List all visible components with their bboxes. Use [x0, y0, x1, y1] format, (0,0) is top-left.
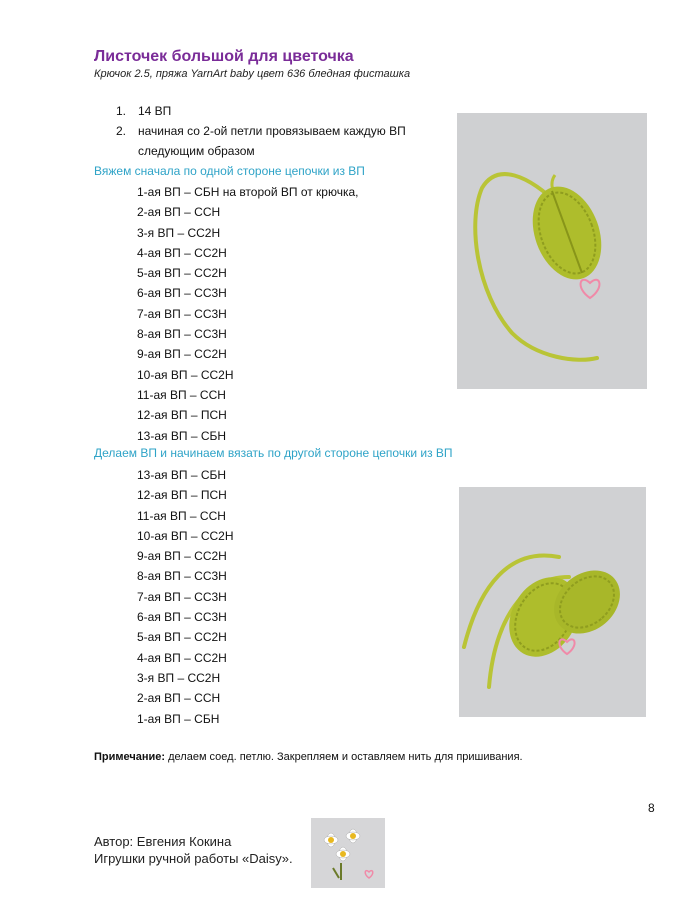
leaf-photo-1	[457, 113, 647, 389]
row-item: 2-ая ВП – ССН	[137, 205, 221, 220]
row-item: 11-ая ВП – ССН	[137, 508, 226, 523]
row-item: 8-ая ВП – СС3Н	[137, 327, 227, 342]
leaf-photo-2-drawing	[459, 487, 646, 717]
row-item: 9-ая ВП – СС2Н	[137, 347, 227, 362]
row-item: 1-ая ВП – СБН	[137, 711, 220, 726]
row-item: 12-ая ВП – ПСН	[137, 488, 227, 503]
note-text: делаем соед. петлю. Закрепляем и оставляем нить для пришивания.	[165, 751, 523, 763]
note	[94, 751, 523, 763]
footer-author: Автор: Евгения Кокина	[94, 834, 232, 849]
section2-rows	[137, 465, 234, 729]
row-item: 4-ая ВП – СС2Н	[137, 245, 227, 260]
page-number: 8	[648, 801, 655, 815]
section1-rows	[137, 182, 359, 446]
numbered-steps	[116, 101, 456, 161]
step-text: начиная со 2-ой петли провязываем каждую ВП следующим образом	[138, 124, 406, 158]
step-number: 2.	[116, 124, 127, 138]
note-label: Примечание:	[94, 751, 166, 763]
daisy-flowers-drawing	[311, 818, 385, 888]
section2-heading: Делаем ВП и начинаем вязать по другой стороне цепочки из ВП	[94, 446, 453, 460]
row-item: 3-я ВП – СС2Н	[137, 670, 221, 685]
step-item	[116, 101, 456, 121]
step-number: 1.	[116, 104, 127, 118]
row-item: 2-ая ВП – ССН	[137, 691, 221, 706]
row-item: 5-ая ВП – СС2Н	[137, 266, 227, 281]
page-subtitle: Крючок 2.5, пряжа YarnArt baby цвет 636 бледная фисташка	[94, 68, 411, 80]
row-item: 1-ая ВП – СБН на второй ВП от крючка,	[137, 185, 359, 199]
page-title: Листочек большой для цветочка	[94, 48, 354, 65]
row-item: 3-я ВП – СС2Н	[137, 225, 221, 240]
daisy-logo-image	[311, 818, 385, 888]
step-item	[116, 121, 456, 161]
row-item: 13-ая ВП – СБН	[137, 428, 227, 443]
step-text: 14 ВП	[138, 104, 172, 118]
row-item: 8-ая ВП – СС3Н	[137, 569, 227, 584]
row-item: 13-ая ВП – СБН	[137, 468, 227, 482]
row-item: 7-ая ВП – СС3Н	[137, 589, 227, 604]
row-item: 12-ая ВП – ПСН	[137, 408, 227, 423]
row-item: 5-ая ВП – СС2Н	[137, 630, 227, 645]
row-item: 7-ая ВП – СС3Н	[137, 306, 227, 321]
row-item: 6-ая ВП – СС3Н	[137, 610, 227, 625]
row-item: 10-ая ВП – СС2Н	[137, 528, 234, 543]
footer-brand: Игрушки ручной работы «Daisy».	[94, 851, 293, 866]
footer	[94, 833, 293, 867]
leaf-photo-2	[459, 487, 646, 717]
leaf-photo-1-drawing	[457, 113, 647, 389]
row-item: 11-ая ВП – ССН	[137, 387, 226, 402]
row-item: 10-ая ВП – СС2Н	[137, 367, 234, 382]
row-item: 6-ая ВП – СС3Н	[137, 286, 227, 301]
section1-heading: Вяжем сначала по одной стороне цепочки из ВП	[94, 164, 365, 178]
row-item: 9-ая ВП – СС2Н	[137, 549, 227, 564]
row-item: 4-ая ВП – СС2Н	[137, 650, 227, 665]
